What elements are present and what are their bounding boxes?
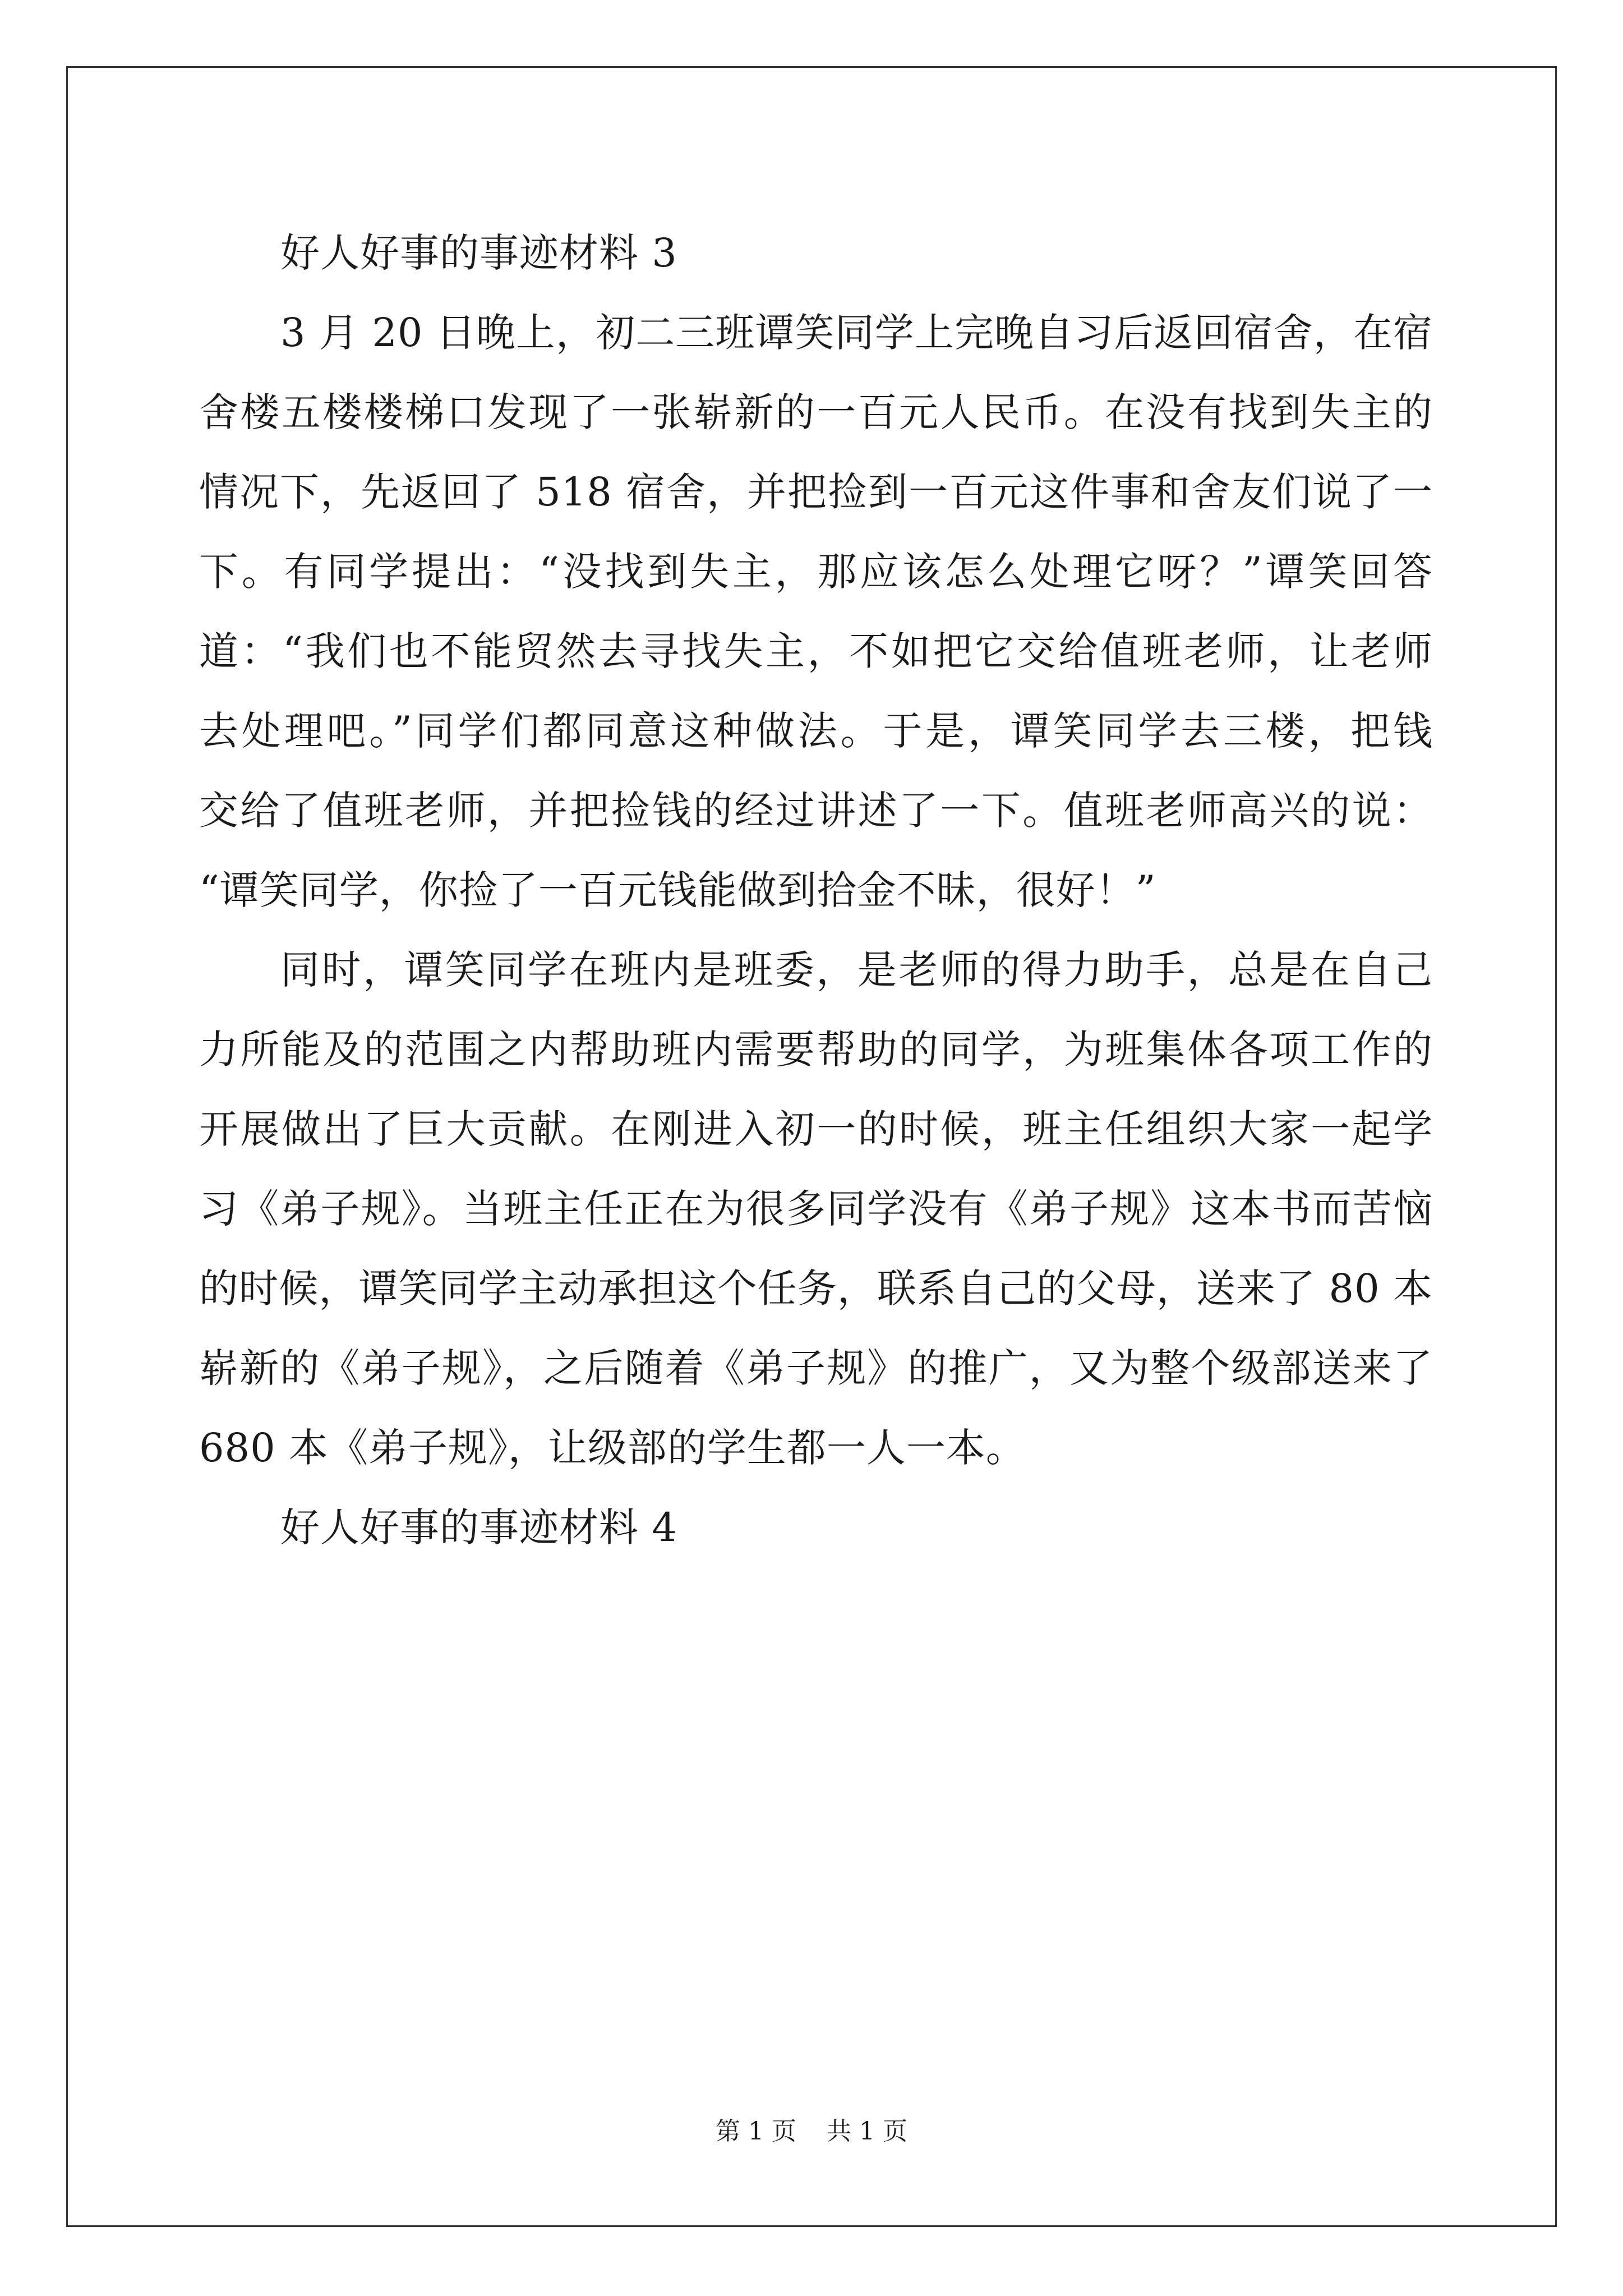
page-number: 第 1 页: [716, 2117, 796, 2146]
paragraph-line: 崭新的《弟子规》，之后随着《弟子规》的推广，又为整个级部送来了: [199, 1345, 1433, 1391]
paragraph-line: 情况下，先返回了 518 宿舍，并把捡到一百元这件事和舍友们说了一: [199, 469, 1433, 515]
paragraph-line: “谭笑同学，你捡了一百元钱能做到拾金不昧，很好！”: [199, 867, 1156, 913]
paragraph-line: 同时，谭笑同学在班内是班委，是老师的得力助手，总是在自己: [280, 947, 1433, 993]
page-footer: [0, 2115, 1623, 2148]
paragraph-line: 680 本《弟子规》，让级部的学生都一人一本。: [199, 1425, 1026, 1471]
page-count: 共 1 页: [827, 2117, 907, 2146]
paragraph-1: [199, 293, 1433, 930]
paragraph-line: 3 月 20 日晚上，初二三班谭笑同学上完晚自习后返回宿舍，在宿: [280, 310, 1433, 356]
section-heading-3: 好人好事的事迹材料 3: [280, 230, 677, 276]
section-heading-4: 好人好事的事迹材料 4: [280, 1504, 677, 1550]
paragraph-line: 舍楼五楼楼梯口发现了一张崭新的一百元人民币。在没有找到失主的: [199, 389, 1433, 435]
paragraph-line: 习《弟子规》。当班主任正在为很多同学没有《弟子规》这本书而苦恼: [199, 1186, 1433, 1232]
document-body: [199, 213, 1433, 1567]
paragraph-line: 力所能及的范围之内帮助班内需要帮助的同学，为班集体各项工作的: [199, 1027, 1433, 1073]
paragraph-line: 开展做出了巨大贡献。在刚进入初一的时候，班主任组织大家一起学: [199, 1106, 1433, 1152]
paragraph-line: 下。有同学提出：“没找到失主，那应该怎么处理它呀？”谭笑回答: [199, 549, 1433, 595]
paragraph-line: 去处理吧。”同学们都同意这种做法。于是，谭笑同学去三楼，把钱: [199, 708, 1433, 754]
paragraph-line: 的时候，谭笑同学主动承担这个任务，联系自己的父母，送来了 80 本: [199, 1266, 1433, 1312]
paragraph-line: 交给了值班老师，并把捡钱的经过讲述了一下。值班老师高兴的说：: [199, 788, 1433, 834]
paragraph-2: [199, 930, 1433, 1488]
paragraph-line: 道：“我们也不能贸然去寻找失主，不如把它交给值班老师，让老师: [199, 628, 1433, 674]
